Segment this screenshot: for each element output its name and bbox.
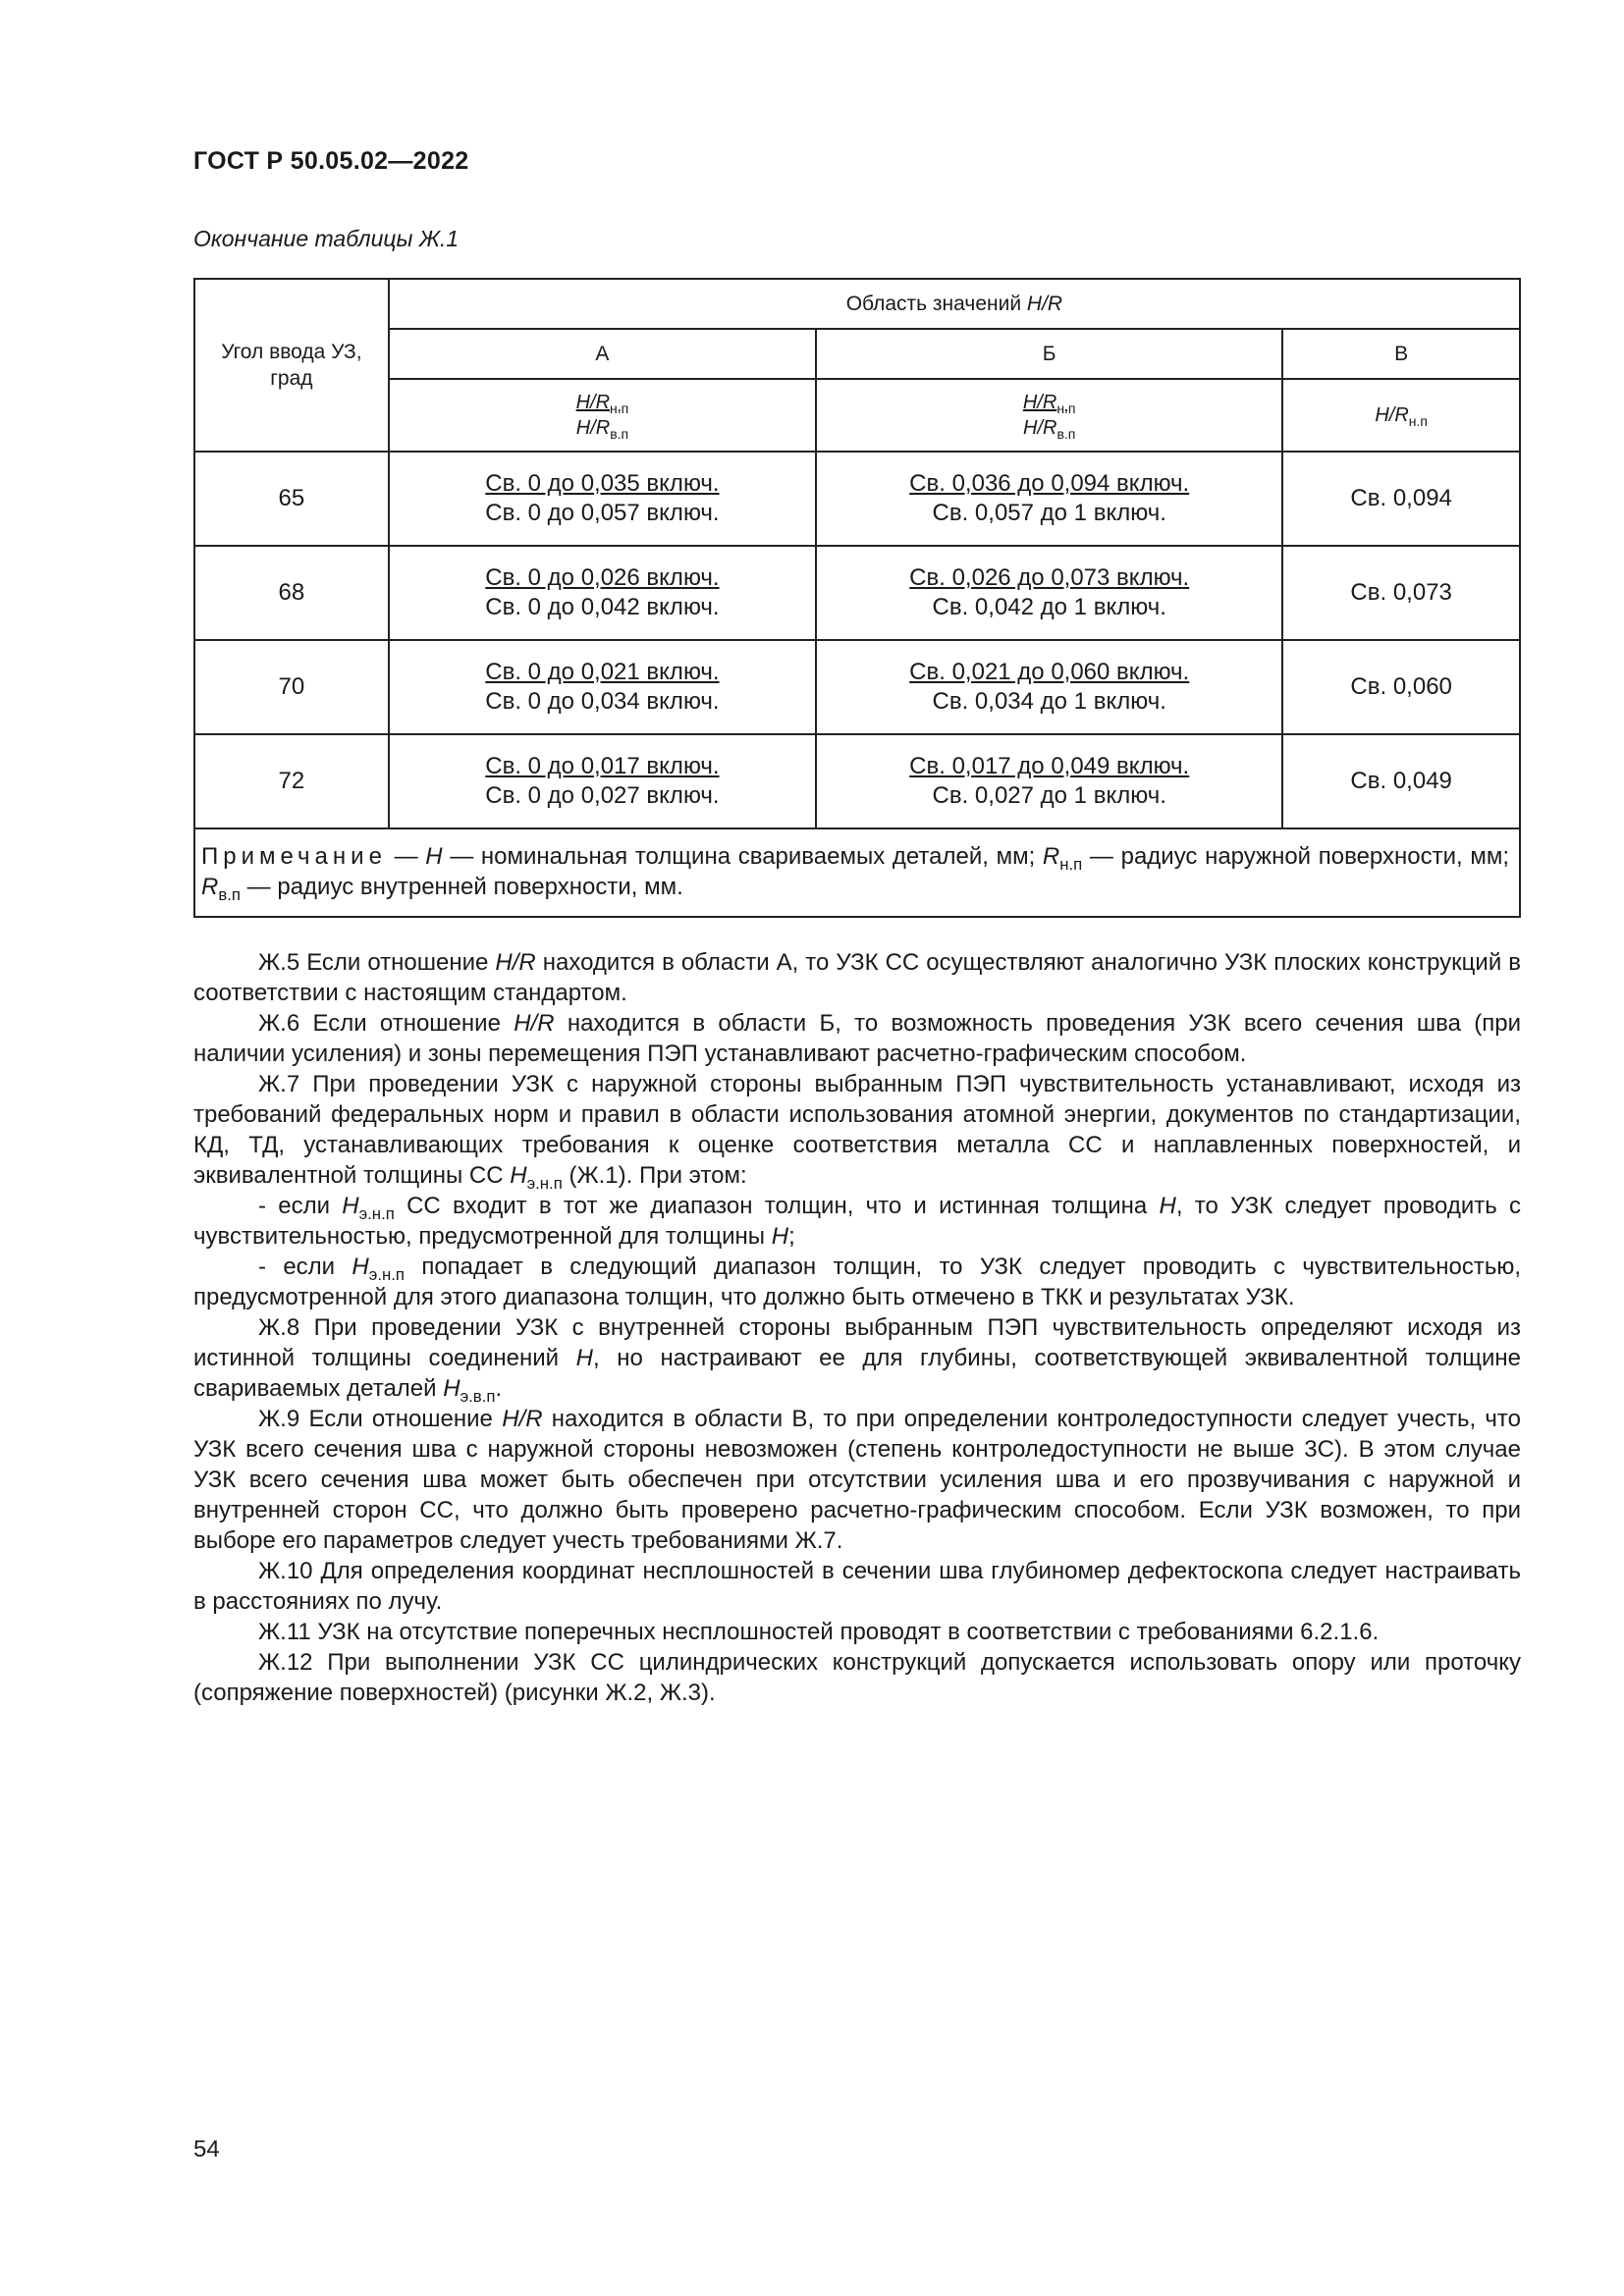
table-row: [194, 734, 1520, 828]
paragraph-zh7: Ж.7 При проведении УЗК с наружной стороны выбранным ПЭП чувствительность устанавливают, исходя из требований федеральных норм и правил в области использования атомной энергии, документов по стандартизации, КД, ТД, устанавливающих требования к оценке соответствия металла СС и наплавленных поверхностей, и эквивалентной толщины СС $H_{э.н.п}$ (Ж.1). При этом:: [193, 1071, 1521, 1193]
paragraph-zh11: Ж.11 УЗК на отсутствие поперечных несплошностей проводят в соответствии с требованиями 6.2.1.6.: [258, 1619, 1380, 1645]
zone-c-ratio: $H/R_{н.п}$: [1282, 379, 1520, 452]
values-table: [193, 278, 1521, 918]
zone-b-range: Св. 0,036 до 0,094 включ. Св. 0,057 до 1 включ.: [816, 452, 1282, 546]
angle-cell: 72: [194, 734, 389, 828]
zone-c-range: Св. 0,049: [1282, 734, 1520, 828]
paragraph-bullet-1: - если $H_{э.н.п}$ СС входит в тот же диапазон толщин, что и истинная толщина H, то УЗК следует проводить с чувствительностью, предусмотренной для толщины H;: [193, 1193, 1521, 1250]
paragraph-zh9: Ж.9 Если отношение H/R находится в области В, то при определении контроледоступности следует учесть, что УЗК всего сечения шва с наружной стороны невозможен (степень контроледоступности не выше 3С). В этом случае УЗК всего сечения шва может быть обеспечен при отсутствии усиления шва и его прозвучивания с наружной и внутренней сторон СС, что должно быть проверено расчетно-графическим способом. Если УЗК возможен, то при выборе его параметров следует учесть требованиями Ж.7.: [193, 1406, 1522, 1554]
paragraph-zh12: Ж.12 При выполнении УЗК СС цилиндрических конструкций допускается использовать опору или проточку (сопряжение поверхностей) (рисунки Ж.2, Ж.3).: [193, 1649, 1521, 1706]
paragraph-zh10: Ж.10 Для определения координат несплошностей в сечении шва глубиномер дефектоскопа следует настраивать в расстояниях по лучу.: [193, 1558, 1521, 1615]
zone-a-range: Св. 0 до 0,021 включ. Св. 0 до 0,034 включ.: [389, 640, 816, 734]
page-number: 54: [193, 2136, 220, 2163]
zone-a-range: Св. 0 до 0,035 включ. Св. 0 до 0,057 включ.: [389, 452, 816, 546]
zone-b-header: Б: [816, 329, 1282, 379]
table-note: Примечание — H — номинальная толщина свариваемых деталей, мм; $R_{н.п}$ — радиус наружной поверхности, мм; $R_{в.п}$ — радиус внутренней поверхности, мм.: [194, 828, 1520, 917]
angle-cell: 70: [194, 640, 389, 734]
table-row: [194, 640, 1520, 734]
zone-c-header: В: [1282, 329, 1520, 379]
zone-a-range: Св. 0 до 0,017 включ. Св. 0 до 0,027 включ.: [389, 734, 816, 828]
table-row: [194, 452, 1520, 546]
angle-column-header: Угол ввода УЗ, град: [194, 279, 389, 452]
zone-b-range: Св. 0,021 до 0,060 включ. Св. 0,034 до 1 включ.: [816, 640, 1282, 734]
document-code: ГОСТ Р 50.05.02—2022: [193, 147, 469, 175]
zone-c-range: Св. 0,060: [1282, 640, 1520, 734]
zone-b-ratio: $H/R_{н.п}$ $H/R_{в.п}$: [816, 379, 1282, 452]
zone-b-range: Св. 0,026 до 0,073 включ. Св. 0,042 до 1 включ.: [816, 546, 1282, 640]
zone-a-ratio: $H/R_{н.п}$ $H/R_{в.п}$: [389, 379, 816, 452]
table-caption: Окончание таблицы Ж.1: [193, 226, 460, 251]
paragraph-zh5: Ж.5 Если отношение H/R находится в области А, то УЗК СС осуществляют аналогично УЗК плоских конструкций в соответствии с настоящим стандартом.: [193, 949, 1522, 1006]
zone-c-range: Св. 0,094: [1282, 452, 1520, 546]
body-text: [193, 947, 1521, 1708]
angle-cell: 65: [194, 452, 389, 546]
area-column-header: Область значений H/R: [389, 279, 1520, 329]
zone-b-range: Св. 0,017 до 0,049 включ. Св. 0,027 до 1 включ.: [816, 734, 1282, 828]
zone-c-range: Св. 0,073: [1282, 546, 1520, 640]
paragraph-zh6: Ж.6 Если отношение H/R находится в области Б, то возможность проведения УЗК всего сечения шва (при наличии усиления) и зоны перемещения ПЭП устанавливают расчетно-графическим способом.: [193, 1010, 1521, 1067]
zone-a-header: А: [389, 329, 816, 379]
angle-cell: 68: [194, 546, 389, 640]
zone-a-range: Св. 0 до 0,026 включ. Св. 0 до 0,042 включ.: [389, 546, 816, 640]
table-note-row: [194, 828, 1520, 917]
paragraph-zh8: Ж.8 При проведении УЗК с внутренней стороны выбранным ПЭП чувствительность определяют исходя из истинной толщины соединений H, но настраивают ее для глубины, соответствующей эквивалентной толщине свариваемых деталей $H_{э.в.п}$.: [193, 1314, 1522, 1406]
paragraph-bullet-2: - если $H_{э.н.п}$ попадает в следующий диапазон толщин, то УЗК следует проводить с чувствительностью, предусмотренной для этого диапазона толщин, что должно быть отмечено в ТКК и результатах УЗК.: [193, 1254, 1521, 1310]
table-row: [194, 546, 1520, 640]
